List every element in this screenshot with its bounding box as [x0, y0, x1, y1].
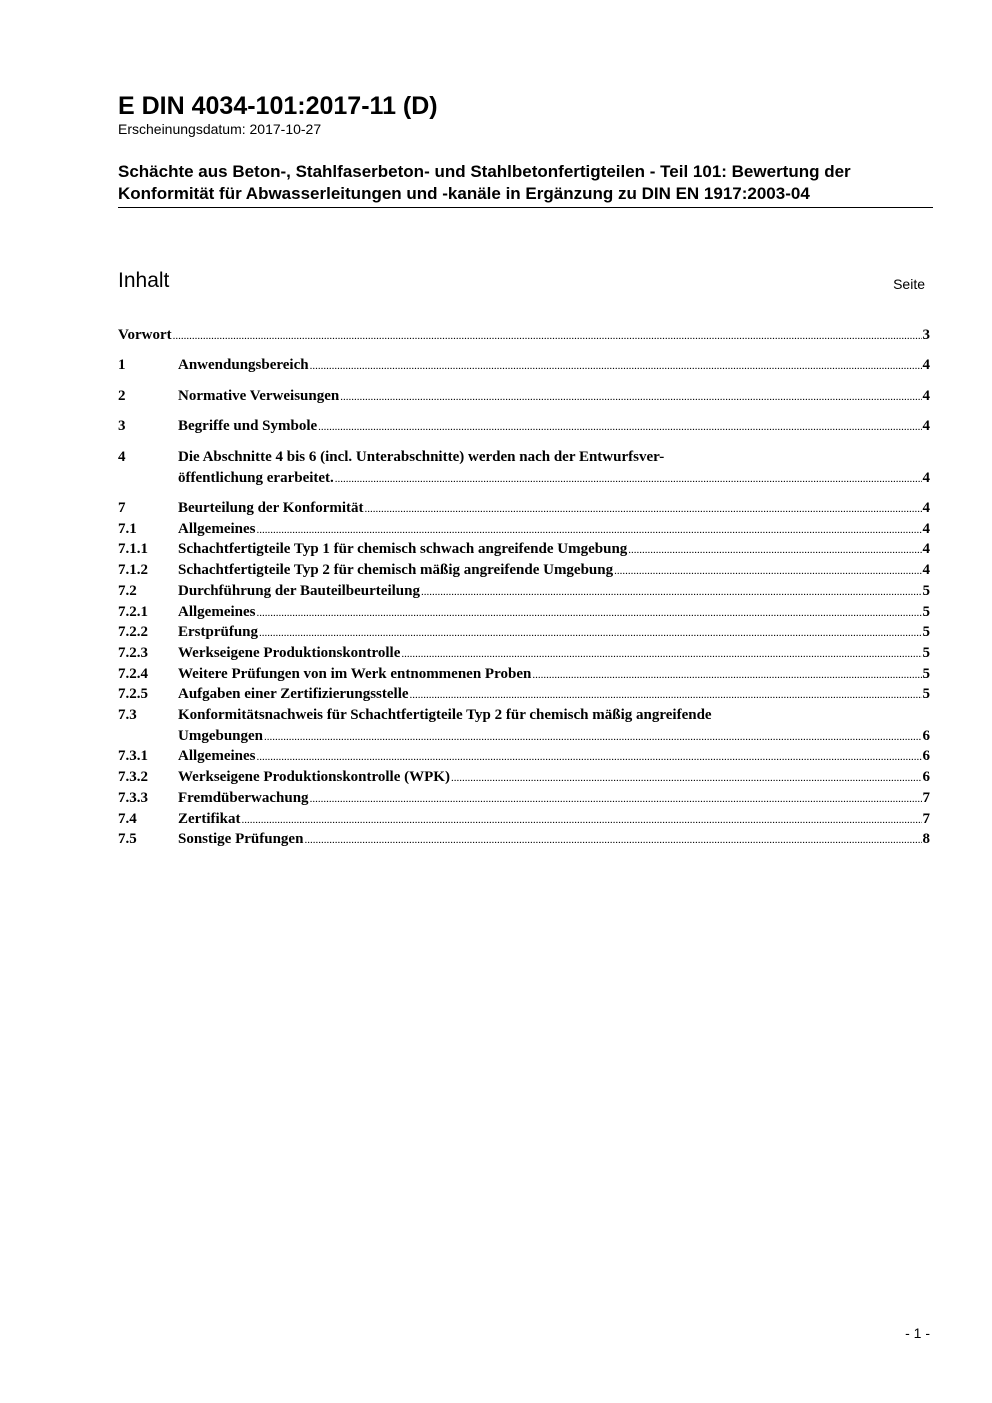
toc-entry-number: 7.2.3	[118, 644, 148, 661]
toc-entry-7-2-1[interactable]	[118, 602, 930, 624]
toc-dot-leader	[256, 603, 921, 624]
toc-entry-7-2-2[interactable]	[118, 622, 930, 644]
toc-entry-number: 4	[118, 449, 126, 465]
toc-page-column-label: Seite	[893, 276, 925, 292]
toc-entry-title: Erstprüfung	[178, 624, 259, 641]
toc-dot-leader	[628, 540, 921, 561]
toc-entry-number: 7.2.1	[118, 603, 148, 620]
toc-entry-number: 7.2	[118, 582, 137, 599]
toc-entry-1[interactable]	[118, 355, 930, 377]
toc-entry-7-1-1[interactable]	[118, 539, 930, 561]
document-title: Schächte aus Beton-, Stahlfaserbeton- und Stahlbetonfertigteilen - Teil 101: Bewertung der Konformität für Abwasserleitungen und -kanäle in Ergänzung zu DIN EN 1917:2003-04	[118, 161, 933, 208]
toc-entry-title-continued: öffentlichung erarbeitet.	[178, 469, 334, 486]
toc-entry-title: Normative Verweisungen	[178, 388, 340, 404]
toc-dot-leader	[241, 810, 921, 831]
toc-entry-number: 7.2.5	[118, 686, 148, 703]
toc-dot-leader	[310, 356, 922, 377]
toc-entry-page: 5	[922, 686, 930, 703]
toc-entry-page: 4	[922, 388, 930, 404]
toc-entry-page: 6	[922, 727, 930, 744]
toc-entry-page: 5	[922, 665, 930, 682]
toc-entry-title: Schachtfertigteile Typ 1 für chemisch schwach angreifende Umgebung	[178, 541, 628, 558]
toc-entry-title: Allgemeines	[178, 603, 256, 620]
toc-entry-title: Zertifikat	[178, 810, 241, 827]
toc-entry-number: 7.3	[118, 707, 137, 723]
toc-entry-title: Beurteilung der Konformität	[178, 500, 364, 516]
toc-dot-leader	[410, 685, 922, 706]
toc-dot-leader	[365, 499, 922, 520]
toc-entry-title-continued: Umgebungen	[178, 727, 264, 744]
toc-entry-number: 7.2.2	[118, 624, 148, 641]
toc-heading: Inhalt	[118, 269, 170, 292]
toc-entry-title: Vorwort	[118, 327, 172, 343]
toc-entry-7-2-3[interactable]	[118, 643, 930, 665]
toc-entry-title: Anwendungsbereich	[178, 357, 309, 373]
toc-dot-leader	[421, 582, 922, 603]
toc-entry-page: 7	[922, 789, 930, 806]
toc-entry-number: 7.1.1	[118, 541, 148, 558]
toc-entry-page: 4	[922, 562, 930, 579]
toc-entry-number: 7.4	[118, 810, 137, 827]
toc-entry-title: Durchführung der Bauteilbeurteilung	[178, 582, 420, 599]
table-of-contents	[118, 0, 930, 1403]
toc-entry-page: 6	[922, 748, 930, 765]
toc-entry-page: 4	[922, 418, 930, 434]
toc-entry-2[interactable]	[118, 386, 930, 408]
toc-entry-3[interactable]	[118, 416, 930, 438]
toc-entry-number: 7.3.2	[118, 769, 148, 786]
toc-dot-leader	[532, 665, 921, 686]
toc-dot-leader	[256, 520, 921, 541]
toc-dot-leader	[264, 727, 921, 748]
toc-entry-title: Werkseigene Produktionskontrolle	[178, 644, 401, 661]
page-number: - 1 -	[905, 1325, 930, 1341]
toc-entry-7-2[interactable]	[118, 581, 930, 603]
toc-entry-7-3-2[interactable]	[118, 767, 930, 789]
toc-entry-page: 3	[922, 327, 930, 343]
toc-entry-title: Allgemeines	[178, 748, 256, 765]
toc-dot-leader	[451, 768, 922, 789]
toc-entry-title: Fremdüberwachung	[178, 789, 309, 806]
toc-entry-4[interactable]	[118, 447, 930, 489]
toc-entry-page: 4	[922, 469, 930, 486]
toc-entry-7-5[interactable]	[118, 829, 930, 851]
toc-dot-leader	[259, 623, 921, 644]
toc-entry-page: 6	[922, 769, 930, 786]
document-id: E DIN 4034-101:2017-11 (D)	[118, 92, 438, 120]
toc-entry-page: 4	[922, 357, 930, 373]
toc-entry-page: 5	[922, 603, 930, 620]
toc-entry-number: 7.3.1	[118, 748, 148, 765]
toc-entry-7-3-1[interactable]	[118, 746, 930, 768]
toc-entry-7-3-3[interactable]	[118, 788, 930, 810]
toc-entry-page: 5	[922, 582, 930, 599]
toc-dot-leader	[304, 830, 921, 851]
toc-entry-page: 5	[922, 644, 930, 661]
toc-dot-leader	[310, 789, 922, 810]
toc-entry-page: 4	[922, 520, 930, 537]
toc-entry-number: 7.2.4	[118, 665, 148, 682]
toc-dot-leader	[173, 326, 922, 347]
toc-entry-title: Allgemeines	[178, 520, 256, 537]
toc-entry-page: 7	[922, 810, 930, 827]
toc-dot-leader	[318, 417, 921, 438]
toc-dot-leader	[256, 747, 921, 768]
toc-entry-title: Werkseigene Produktionskontrolle (WPK)	[178, 769, 450, 786]
toc-entry-number: 7.5	[118, 831, 137, 848]
toc-entry-7-1-2[interactable]	[118, 560, 930, 582]
toc-entry-number: 3	[118, 418, 126, 434]
toc-entry-number: 7	[118, 500, 126, 516]
toc-entry-7-2-4[interactable]	[118, 664, 930, 686]
toc-entry-page: 4	[922, 541, 930, 558]
toc-entry-number: 1	[118, 357, 126, 373]
toc-entry-title: Konformitätsnachweis für Schachtfertigteile Typ 2 für chemisch mäßig angreifende	[178, 707, 712, 723]
toc-entry-7-3[interactable]	[118, 705, 930, 747]
toc-entry-title: Die Abschnitte 4 bis 6 (incl. Unterabschnitte) werden nach der Entwurfsver-	[178, 449, 665, 465]
toc-dot-leader	[340, 387, 921, 408]
toc-entry-number: 7.1.2	[118, 562, 148, 579]
toc-entry-number: 2	[118, 388, 126, 404]
toc-entry-vorwort[interactable]	[118, 325, 930, 347]
toc-dot-leader	[401, 644, 921, 665]
toc-entry-title: Weitere Prüfungen von im Werk entnommenen Proben	[178, 665, 532, 682]
toc-entry-title: Sonstige Prüfungen	[178, 831, 304, 848]
toc-entry-page: 8	[922, 831, 930, 848]
toc-entry-number: 7.1	[118, 520, 137, 537]
publication-date: Erscheinungsdatum: 2017-10-27	[118, 121, 322, 137]
toc-entry-7-1[interactable]	[118, 519, 930, 541]
toc-entry-7-2-5[interactable]	[118, 684, 930, 706]
toc-entry-number: 7.3.3	[118, 789, 148, 806]
toc-dot-leader	[614, 561, 921, 582]
toc-dot-leader	[335, 469, 922, 490]
toc-entry-7[interactable]	[118, 498, 930, 520]
toc-entry-title: Aufgaben einer Zertifizierungsstelle	[178, 686, 409, 703]
toc-entry-7-4[interactable]	[118, 809, 930, 831]
toc-entry-page: 5	[922, 624, 930, 641]
toc-entry-page: 4	[922, 500, 930, 516]
toc-entry-title: Schachtfertigteile Typ 2 für chemisch mäßig angreifende Umgebung	[178, 562, 614, 579]
toc-entry-title: Begriffe und Symbole	[178, 418, 318, 434]
